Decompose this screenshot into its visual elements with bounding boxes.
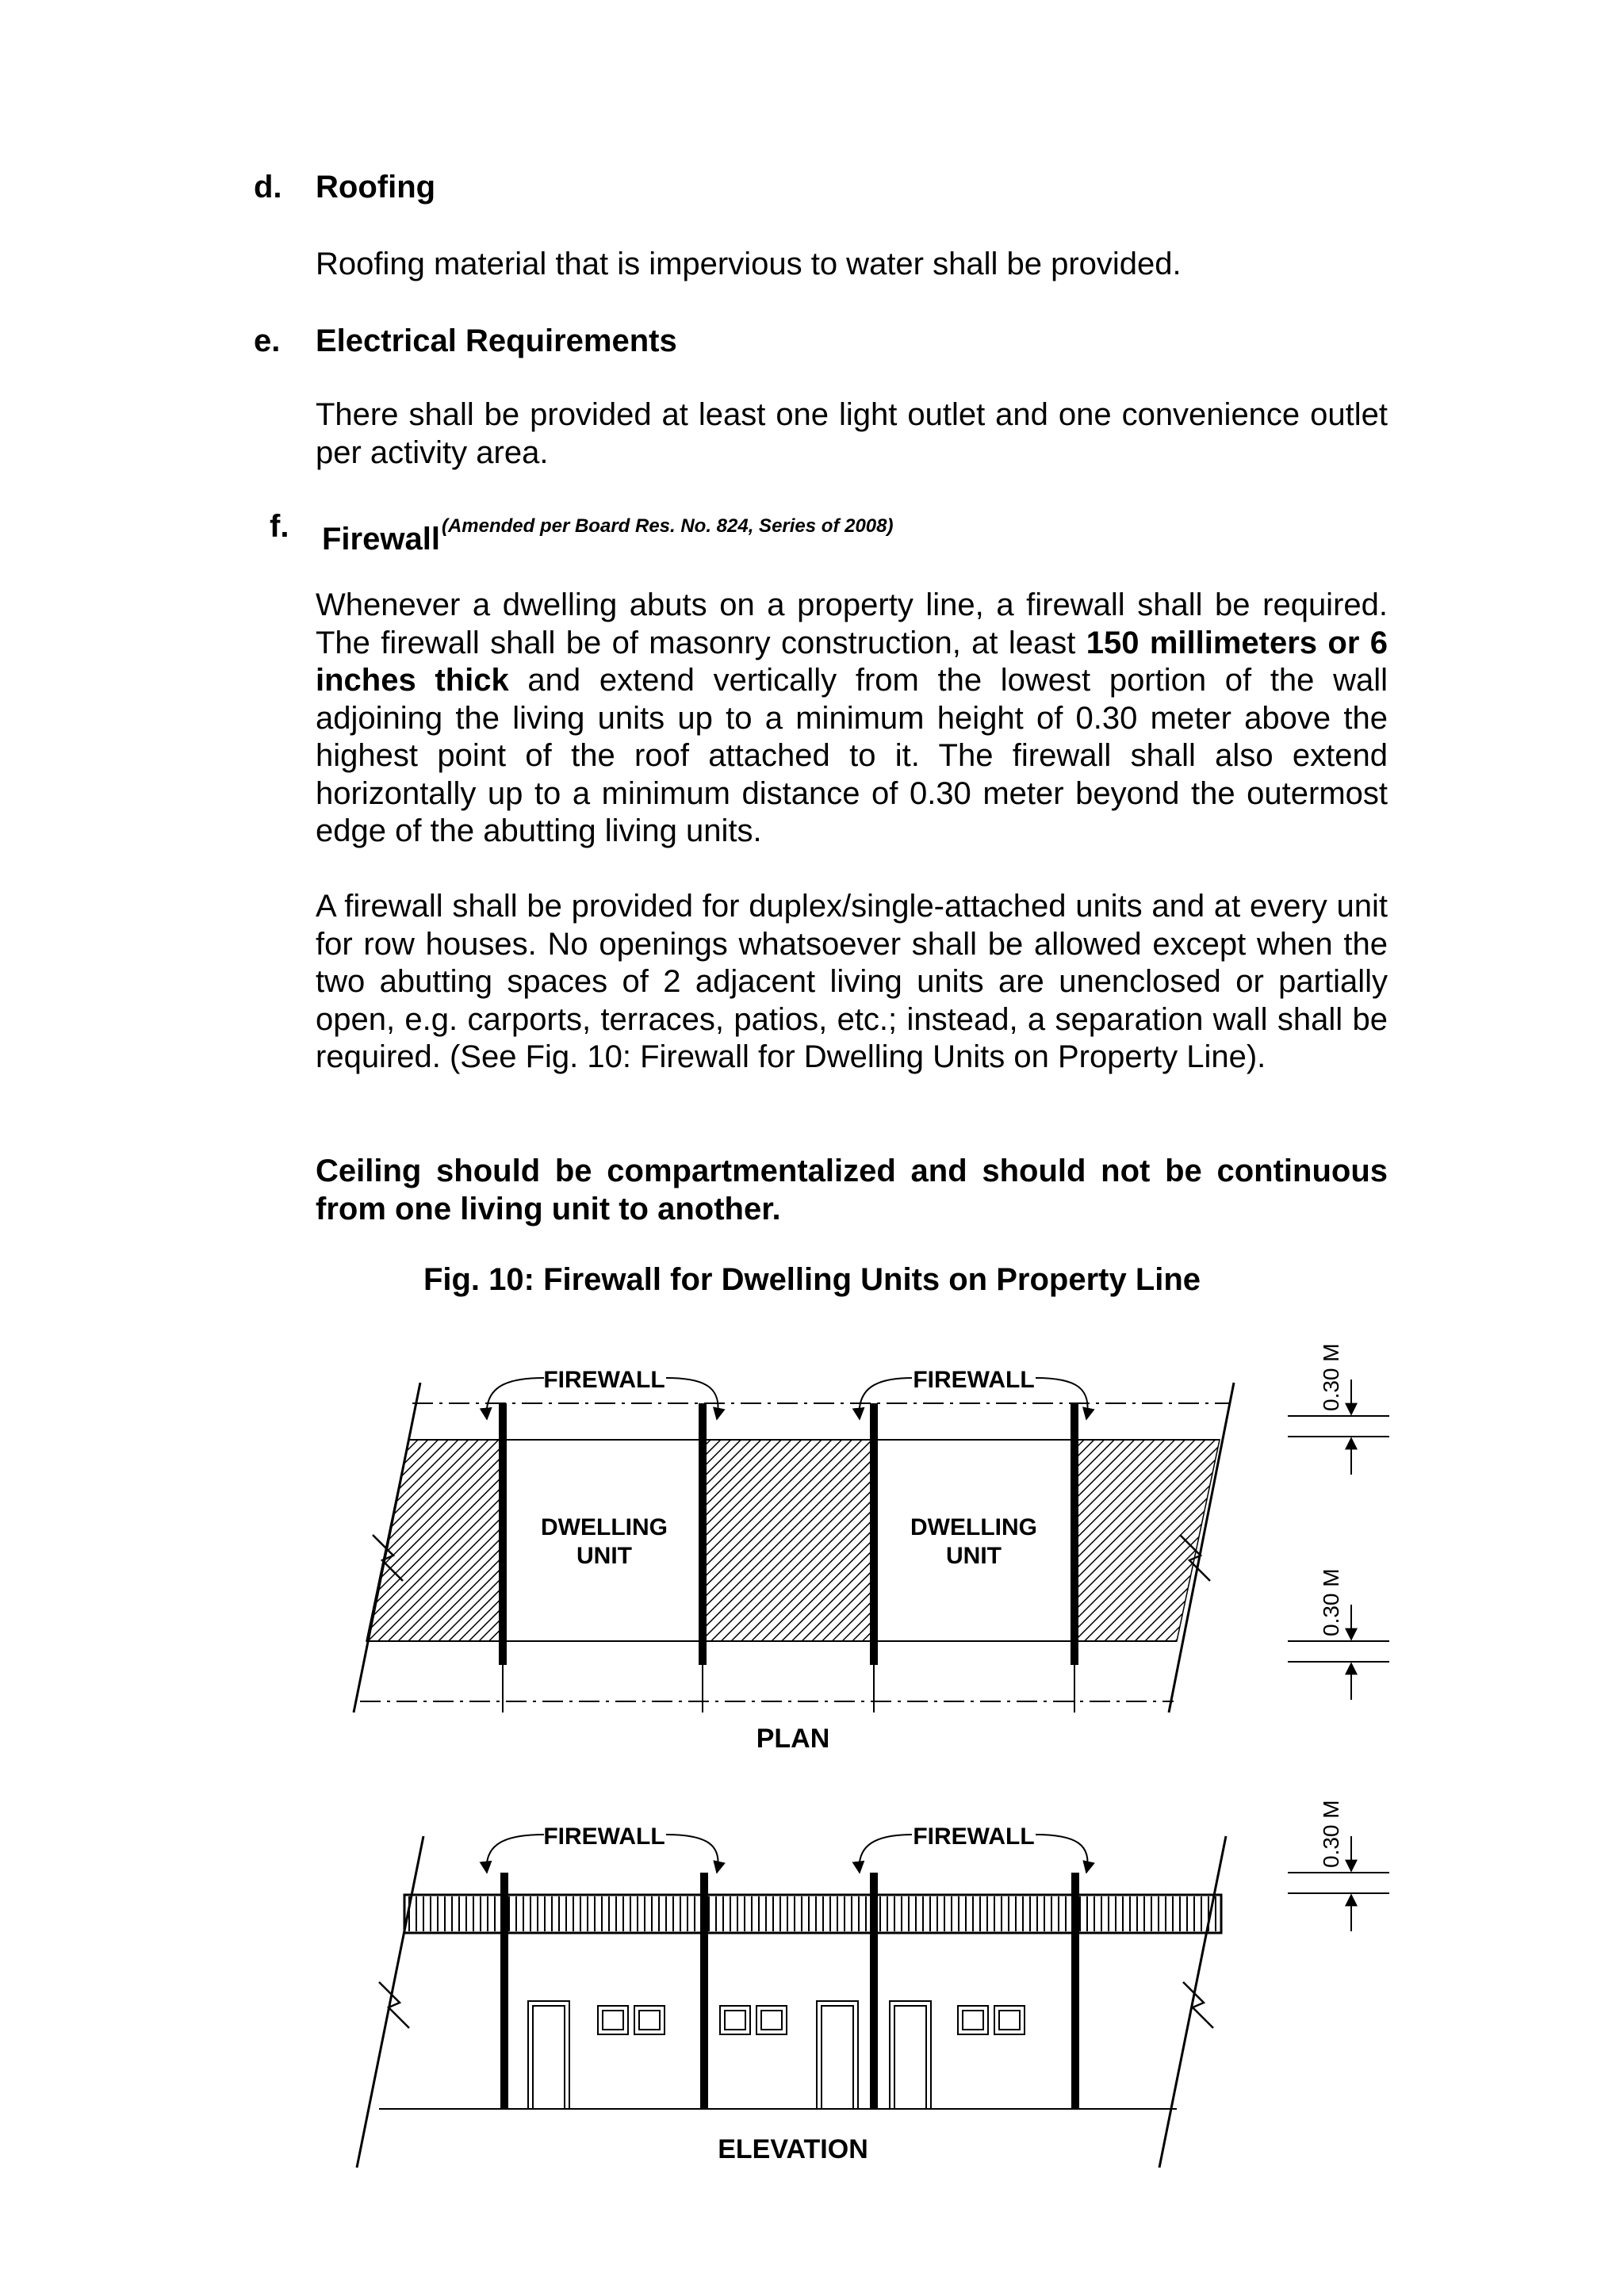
plan-title: PLAN: [756, 1724, 830, 1754]
dimension-label-bottom: 0.30 M: [1319, 1800, 1343, 1868]
section-f-paragraph-3: Ceiling should be compartmentalized and should not be continuous from one living unit to another.: [316, 1154, 1388, 1226]
elevation-roof: [409, 1896, 1216, 1931]
elevation-firewall-label-1: FIREWALL: [543, 1823, 665, 1850]
dwelling-unit-label-1-line2: UNIT: [576, 1543, 632, 1569]
plan-hatch-left: [366, 1440, 500, 1641]
section-f-p1-bold: 150 millimeters or 6 inches thick: [316, 625, 1388, 698]
elevation-title: ELEVATION: [718, 2134, 868, 2164]
elevation-windows: [598, 2006, 1025, 2034]
dimension-annotations: [1288, 1343, 1389, 1931]
dwelling-unit-label-1-line1: DWELLING: [541, 1514, 668, 1540]
section-f-letter: f.: [270, 509, 289, 544]
section-e-title: Electrical Requirements: [316, 323, 677, 358]
dwelling-unit-label-2-line2: UNIT: [946, 1543, 1002, 1569]
plan-hatch-middle: [703, 1440, 872, 1641]
elevation-left-edge: [357, 1836, 423, 2168]
elevation-break-left: [379, 1982, 409, 2028]
dwelling-unit-label-2-line1: DWELLING: [910, 1514, 1037, 1540]
plan-drawing: [354, 1367, 1234, 1754]
elevation-right-edge: [1159, 1836, 1226, 2168]
elevation-firewall-label-2: FIREWALL: [913, 1823, 1035, 1850]
section-f-title-text: Firewall: [322, 522, 440, 557]
plan-firewall-label-2: FIREWALL: [913, 1367, 1035, 1393]
dimension-label-middle: 0.30 M: [1319, 1568, 1343, 1636]
section-d-title: Roofing: [316, 170, 436, 205]
section-f-paragraph-2: A firewall shall be provided for duplex/single-attached units and at every unit for row houses. No openings whatsoever shall be allowed except when the two abutting spaces of 2 adjacent living units are unenclosed or partially open, e.g. carports, terraces, patios, etc.; instead, a separation wall shall be required. (See Fig. 10: Firewall for Dwelling Units on Property Line).: [316, 889, 1388, 1074]
figure-caption-text: Fig. 10: Firewall for Dwelling Units on Property Line: [423, 1262, 1201, 1297]
section-e-letter: e.: [254, 323, 281, 358]
section-d-body: Roofing material that is impervious to water shall be provided.: [316, 247, 1182, 281]
section-f-p1-text-b: and extend vertically from the lowest portion of the wall adjoining the living units up to a minimum height of 0.30 meter above the highest point of the roof attached to it. The firewall shall also extend horizontally up to a minimum distance of 0.30 meter beyond the outermost edge of the abutting living units.: [316, 663, 1388, 848]
section-f-amendment: (Amended per Board Res. No. 824, Series of 2008): [441, 515, 894, 537]
section-f-p1-text-a: Whenever a dwelling abuts on a property line, a firewall shall be required. The firewall shall be of masonry construction, at least: [316, 587, 1388, 660]
plan-hatch-right: [1074, 1440, 1220, 1641]
dimension-label-top: 0.30 M: [1319, 1343, 1343, 1411]
elevation-drawing: [357, 1823, 1226, 2168]
section-d-letter: d.: [254, 170, 282, 205]
section-e-body: There shall be provided at least one light outlet and one convenience outlet per activity area.: [316, 397, 1388, 470]
plan-firewall-label-1: FIREWALL: [543, 1367, 665, 1393]
